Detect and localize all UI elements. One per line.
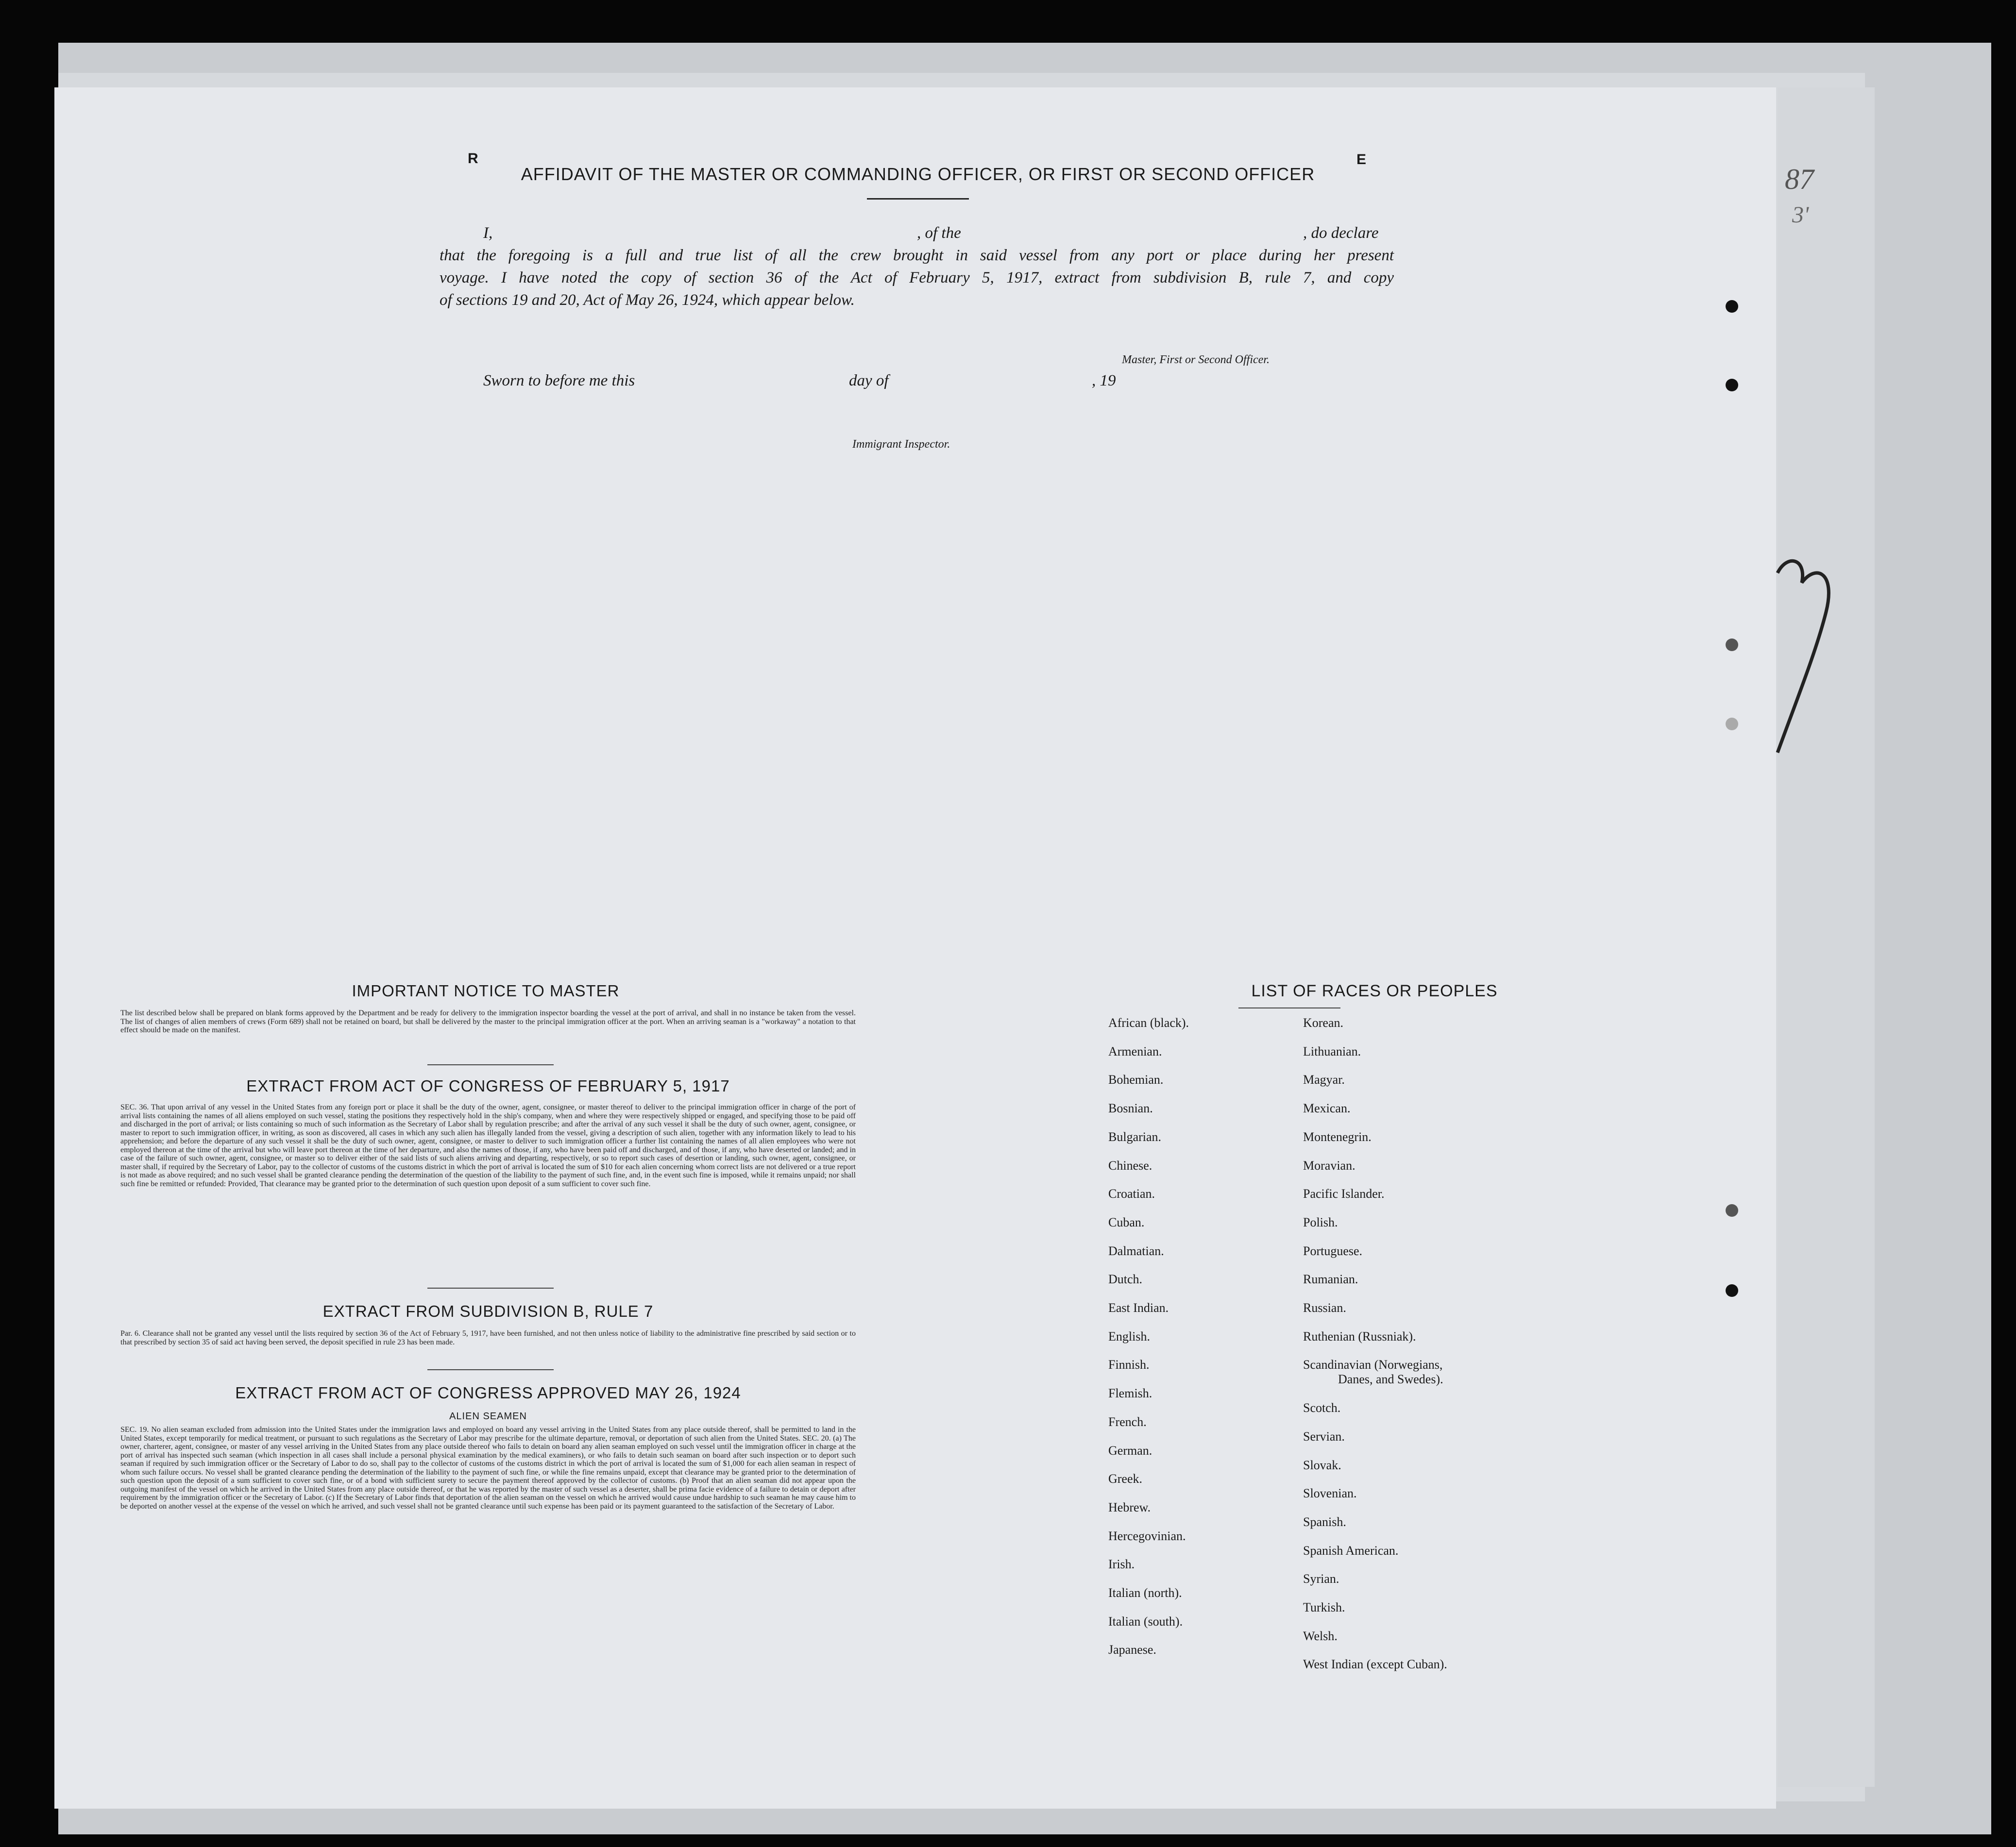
page-edge-strip — [1778, 87, 1875, 1787]
race-item: Polish. — [1303, 1215, 1338, 1229]
act-1917-text: SEC. 36. That upon arrival of any vessel in the United States from any foreign port or place it shall be the duty of the owner, agent, consignee, or master thereof to deliver to the principal immigration officer in charge of the port of arrival lists containing the names of all aliens employed on such vessel, stating the positions they respectively hold in the ship's company, when and where they were respectively shipped or engaged, and specifying those to be paid off and discharged in the port of arrival; or lists containing so much of such information as the Secretary of Labor shall by regulation prescribe; and after the arrival of any such vessel it shall be the duty of such owner, agent, consignee, or master to report to such immigration officer, in writing, as soon as discovered, all cases in which any such alien has illegally landed from the vessel, giving a description of such alien, together with any information likely to lead to his apprehension; and before the departure of any such vessel it shall be the duty of such owner, agent, consignee, or master to deliver to such immigration officer a further list containing the names of all alien employees who were not employed thereon at the time of the arrival but who will leave port thereon at the time of her departure, and also the names of those, if any, who have been paid off and discharged, and of those, if any, who have deserted or landed; and in case of the failure of such owner, agent, consignee, or master so to deliver either of the said lists of such aliens arriving and departing, respectively, or so to report such cases of desertion or landing, such owner, agent, consignee, or master shall, if required by the Secretary of Labor, pay to the collector of customs of the customs district in which the port of arrival is located the sum of $10 for each alien concerning whom correct lists are not delivered or a true report is not made as above required; and no such vessel shall be granted clearance pending the determination of the question of the liability to the payment of such fine, and, in the event such fine is imposed, while it remains unpaid; nor shall such fine be remitted or refunded: Provided, That clearance may be granted prior to the determination of such question upon deposit of a sum sufficient to cover such fine. — [120, 1103, 856, 1188]
act-1924-heading: EXTRACT FROM ACT OF CONGRESS APPROVED MAY 26, 1924 — [235, 1384, 741, 1402]
divider — [427, 1369, 554, 1370]
seal-left-icon: R — [468, 151, 478, 167]
race-item: Hercegovinian. — [1108, 1528, 1186, 1543]
race-item: Servian. — [1303, 1429, 1345, 1444]
races-underline — [1238, 1007, 1340, 1008]
sworn-text: Sworn to before me this — [483, 372, 635, 389]
notice-heading: IMPORTANT NOTICE TO MASTER — [352, 982, 620, 1000]
decl-do-declare: , do declare — [1303, 224, 1379, 242]
race-item: French. — [1108, 1414, 1147, 1429]
races-heading: LIST OF RACES OR PEOPLES — [1251, 982, 1498, 1000]
inspector-caption: Immigrant Inspector. — [852, 438, 950, 451]
divider — [427, 1288, 554, 1289]
race-item: Hebrew. — [1108, 1500, 1151, 1514]
race-item: Greek. — [1108, 1472, 1143, 1486]
race-item: Croatian. — [1108, 1187, 1155, 1201]
race-item: Lithuanian. — [1303, 1044, 1361, 1058]
corner-handwriting-2: 3' — [1792, 202, 1809, 228]
race-item: Pacific Islander. — [1303, 1187, 1385, 1201]
race-item: Russian. — [1303, 1301, 1346, 1315]
race-item: Welsh. — [1303, 1629, 1338, 1643]
decl-line-3: voyage. I have noted the copy of section 36 of the Act of February 5, 1917, extract from subdivision B, rule 7, and copy — [440, 269, 1394, 286]
race-item: Moravian. — [1303, 1158, 1355, 1173]
year-text: , 19 — [1092, 372, 1116, 389]
race-item: English. — [1108, 1329, 1150, 1343]
race-item: Spanish American. — [1303, 1543, 1399, 1558]
binder-hole — [1726, 718, 1738, 730]
race-item: Slovak. — [1303, 1458, 1341, 1472]
race-item: East Indian. — [1108, 1301, 1169, 1315]
binder-hole — [1726, 1284, 1738, 1297]
race-item: Bohemian. — [1108, 1073, 1164, 1087]
race-item: Bosnian. — [1108, 1101, 1153, 1116]
race-item: Chinese. — [1108, 1158, 1152, 1173]
race-item: Montenegrin. — [1303, 1129, 1372, 1144]
race-item: Bulgarian. — [1108, 1129, 1162, 1144]
corner-handwriting: 87 — [1785, 163, 1814, 195]
race-item: Turkish. — [1303, 1600, 1345, 1614]
master-signature-caption: Master, First or Second Officer. — [1122, 353, 1270, 366]
race-item: Dalmatian. — [1108, 1243, 1164, 1258]
race-item: Flemish. — [1108, 1386, 1152, 1401]
day-of-text: day of — [849, 372, 889, 389]
rule-7-heading: EXTRACT FROM SUBDIVISION B, RULE 7 — [322, 1302, 654, 1320]
race-item: Scotch. — [1303, 1401, 1341, 1415]
rule-7-text: Par. 6. Clearance shall not be granted any vessel until the lists required by section 36 of the Act of February 5, 1917, have been furnished, and not then unless notice of liability to the administrative fine prescribed by said section or to that prescribed by section 35 of said act having been served, the deposit specified in rule 23 has been made. — [120, 1329, 856, 1346]
act-1924-subheading: ALIEN SEAMEN — [449, 1411, 527, 1422]
race-item: Scandinavian (Norwegians, — [1303, 1358, 1443, 1372]
act-1924-text: SEC. 19. No alien seaman excluded from admission into the United States under the immigration laws and employed on board any vessel arriving in the United States from any place outside thereof, shall be permitted to land in the United States, except temporarily for medical treatment, or pursuant to such regulations as the Secretary of Labor may prescribe for the ultimate departure, removal, or deportation of such alien from the United States. SEC. 20. (a) The owner, charterer, agent, consignee, or master of any vessel arriving in the United States from any place outside thereof who fails to detain on board any alien seaman employed on such vessel until the immigration officer in charge at the port of arrival has inspected such seaman (which inspection in all cases shall include a personal physical examination by the medical examiners), or who fails to detain such seaman on board after such inspection or to deport such seaman if required by such immigration officer or the Secretary of Labor to do so, shall pay to the collector of customs of the customs district in which the port of arrival is located the sum of $1,000 for each alien seaman in respect of whom such failure occurs. No vessel shall be granted clearance pending the determination of the liability to the payment of such fine, or while the fine remains unpaid, except that clearance may be granted prior to the determination of such question upon the deposit of a sum sufficient to cover such fine, or of a bond with sufficient surety to secure the payment thereof approved by the collector of customs. (b) Proof that an alien seaman did not appear upon the outgoing manifest of the vessel on which he arrived in the United States from any place outside thereof, or that he was reported by the master of such vessel as a deserter, shall be prima facie evidence of a failure to detain or deport after requirement by the immigration officer or the Secretary of Labor. (c) If the Secretary of Labor finds that deportation of the alien seaman on the vessel on which he arrived would cause undue hardship to such seaman he may cause him to be deported on another vessel at the expense of the vessel on which he arrived, and such vessel shall not be granted clearance until such expense has been paid or its payment guaranteed to the satisfaction of the Secretary of Labor. — [120, 1426, 856, 1511]
race-item: Slovenian. — [1303, 1486, 1357, 1501]
race-item: African (black). — [1108, 1016, 1189, 1030]
form-page — [54, 87, 1776, 1809]
divider — [427, 1064, 554, 1065]
race-item: Rumanian. — [1303, 1272, 1358, 1287]
binder-hole — [1726, 1204, 1738, 1217]
decl-line-2: that the foregoing is a full and true list of all the crew brought in said vessel from any port or place during her present — [440, 247, 1394, 264]
race-item: Italian (south). — [1108, 1614, 1183, 1629]
race-item: Danes, and Swedes). — [1338, 1372, 1443, 1387]
race-item: Finnish. — [1108, 1358, 1150, 1372]
margin-scribble — [1768, 554, 1841, 757]
race-item: Portuguese. — [1303, 1243, 1363, 1258]
race-item: German. — [1108, 1443, 1152, 1458]
race-item: Irish. — [1108, 1557, 1135, 1572]
decl-line-4: of sections 19 and 20, Act of May 26, 1924, which appear below. — [440, 291, 855, 309]
binder-hole — [1726, 638, 1738, 651]
title-underline — [867, 198, 969, 200]
race-item: Dutch. — [1108, 1272, 1143, 1287]
race-item: Magyar. — [1303, 1073, 1345, 1087]
race-item: Syrian. — [1303, 1572, 1339, 1586]
race-item: Cuban. — [1108, 1215, 1145, 1229]
race-item: Mexican. — [1303, 1101, 1351, 1116]
race-item: Korean. — [1303, 1016, 1344, 1030]
race-item: West Indian (except Cuban). — [1303, 1657, 1447, 1672]
race-item: Armenian. — [1108, 1044, 1162, 1058]
race-item: Spanish. — [1303, 1514, 1346, 1529]
notice-text: The list described below shall be prepared on blank forms approved by the Department and be ready for delivery to the immigration inspector boarding the vessel at the port of arrival, and shall in no instance be taken from the vessel. The list of changes of alien members of crews (Form 689) shall not be retained on board, but shall be delivered by the master to the principal immigration officer at the port. When an arriving seaman is a "workaway" a notation to that effect should be made on the manifest. — [120, 1009, 856, 1034]
act-1917-heading: EXTRACT FROM ACT OF CONGRESS OF FEBRUARY 5, 1917 — [246, 1077, 730, 1095]
decl-i: I, — [483, 224, 493, 242]
race-item: Ruthenian (Russniak). — [1303, 1329, 1416, 1343]
binder-hole — [1726, 379, 1738, 391]
seal-right-icon: E — [1356, 151, 1367, 168]
decl-of-the: , of the — [917, 224, 961, 242]
race-item: Italian (north). — [1108, 1586, 1182, 1600]
affidavit-title: AFFIDAVIT OF THE MASTER OR COMMANDING OFFICER, OR FIRST OR SECOND OFFICER — [521, 164, 1315, 184]
race-item: Japanese. — [1108, 1643, 1156, 1657]
binder-hole — [1726, 300, 1738, 313]
